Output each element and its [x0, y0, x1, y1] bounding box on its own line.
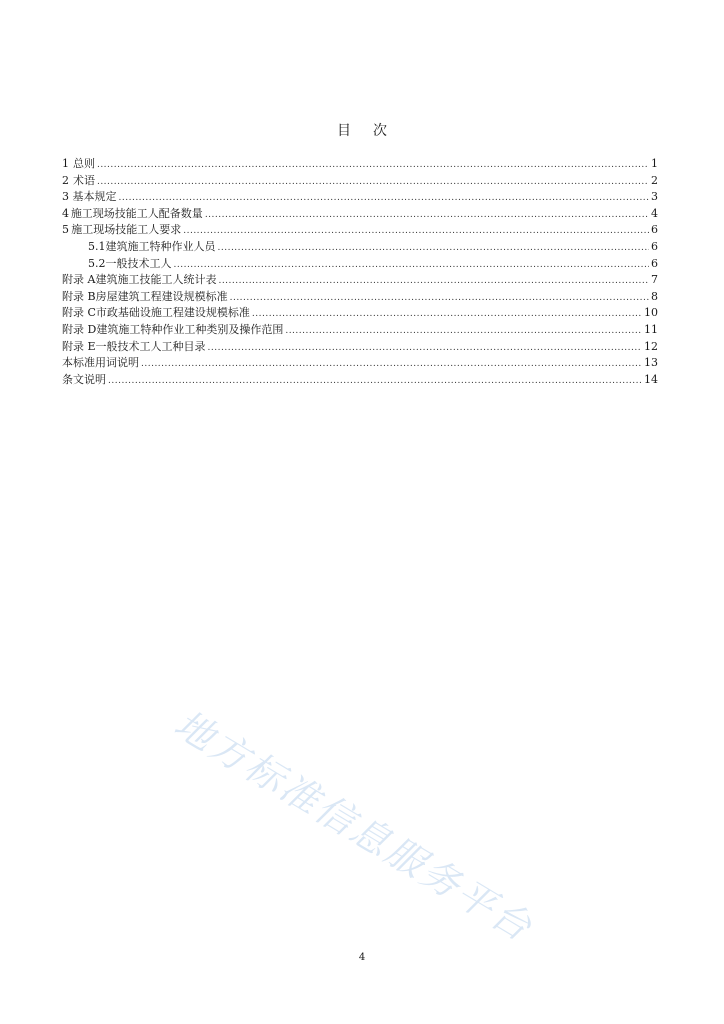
toc-entry-label: 建筑施工特种作业工种类别及操作范围: [96, 322, 284, 336]
toc-entry-number: 附录 C: [62, 306, 96, 320]
toc-entry-5-2[interactable]: [62, 256, 658, 273]
toc-entry-page: 10: [644, 306, 658, 320]
toc-entry-page: 7: [651, 273, 658, 287]
toc-entry-number: 2: [62, 173, 69, 187]
toc-entry-label: 本标准用词说明: [62, 356, 139, 370]
toc-entry-page: 13: [644, 356, 658, 370]
toc-entry-page: 6: [651, 256, 658, 270]
toc-entry-label: 建筑施工特种作业人员: [105, 239, 216, 253]
toc-entry-page: 6: [651, 223, 658, 237]
table-of-contents: [62, 156, 658, 388]
toc-entry-4[interactable]: [62, 206, 658, 223]
toc-entry-label: 施工现场技能工人要求: [71, 223, 182, 237]
toc-entry-page: 11: [644, 322, 658, 336]
toc-entry-appendix-e[interactable]: [62, 339, 658, 356]
page-number: 4: [358, 952, 366, 963]
toc-entry-number: 附录 D: [62, 322, 97, 336]
toc-leader-dots: [174, 257, 650, 274]
toc-leader-dots: [97, 157, 649, 174]
toc-entry-appendix-a[interactable]: [62, 272, 658, 289]
toc-entry-number: 4: [62, 206, 69, 220]
toc-entry-2[interactable]: [62, 173, 658, 190]
watermark: 地方标准信息服务平台: [166, 701, 541, 951]
toc-entry-label: 一般技术工人工种目录: [95, 339, 206, 353]
toc-leader-dots: [108, 373, 642, 390]
toc-entry-page: 8: [651, 289, 658, 303]
toc-entry-page: 14: [644, 372, 658, 386]
toc-leader-dots: [208, 340, 642, 357]
toc-leader-dots: [119, 190, 649, 207]
toc-leader-dots: [218, 273, 649, 290]
toc-entry-label: 市政基础设施工程建设规模标准: [95, 306, 250, 320]
toc-entry-appendix-b[interactable]: [62, 289, 658, 306]
toc-entry-label: 房屋建筑工程建设规模标准: [95, 289, 228, 303]
toc-entry-1[interactable]: [62, 156, 658, 173]
toc-entry-label: 总则: [72, 157, 95, 170]
toc-entry-page: 4: [651, 206, 658, 220]
toc-leader-dots: [183, 223, 649, 240]
toc-leader-dots: [97, 174, 649, 191]
title-char-2: 次: [373, 123, 387, 139]
toc-entry-number: 5.2: [88, 256, 106, 270]
toc-leader-dots: [230, 290, 649, 307]
toc-entry-page: 1: [651, 157, 658, 170]
toc-entry-5-1[interactable]: [62, 239, 658, 256]
page-title: [0, 120, 724, 140]
toc-entry-appendix-c[interactable]: [62, 305, 658, 322]
toc-entry-terminology[interactable]: [62, 355, 658, 372]
toc-entry-page: 6: [651, 239, 658, 253]
toc-entry-3[interactable]: [62, 189, 658, 206]
toc-entry-5[interactable]: [62, 222, 658, 239]
toc-leader-dots: [285, 323, 642, 340]
toc-entry-number: 附录 A: [62, 273, 96, 287]
toc-leader-dots: [252, 306, 642, 323]
toc-entry-label: 施工现场技能工人配备数量: [70, 206, 203, 220]
toc-entry-number: 1: [62, 157, 69, 170]
toc-entry-explanation[interactable]: [62, 372, 658, 389]
toc-entry-page: 3: [651, 190, 658, 204]
toc-entry-number: 5: [62, 223, 69, 237]
toc-entry-page: 2: [651, 173, 658, 187]
toc-leader-dots: [141, 356, 642, 373]
toc-entry-appendix-d[interactable]: [62, 322, 658, 339]
toc-entry-label: 建筑施工技能工人统计表: [95, 273, 217, 287]
toc-entry-number: 附录 E: [62, 339, 96, 353]
toc-entry-page: 12: [644, 339, 658, 353]
toc-entry-number: 3: [62, 190, 69, 204]
toc-leader-dots: [205, 207, 649, 224]
toc-entry-number: 5.1: [88, 239, 106, 253]
toc-entry-number: 附录 B: [62, 289, 96, 303]
toc-leader-dots: [218, 240, 650, 257]
toc-entry-label: 基本规定: [72, 190, 117, 204]
toc-entry-label: 一般技术工人: [105, 256, 172, 270]
toc-entry-label: 术语: [72, 173, 95, 187]
title-char-1: 目: [337, 123, 351, 139]
toc-entry-label: 条文说明: [62, 372, 106, 386]
